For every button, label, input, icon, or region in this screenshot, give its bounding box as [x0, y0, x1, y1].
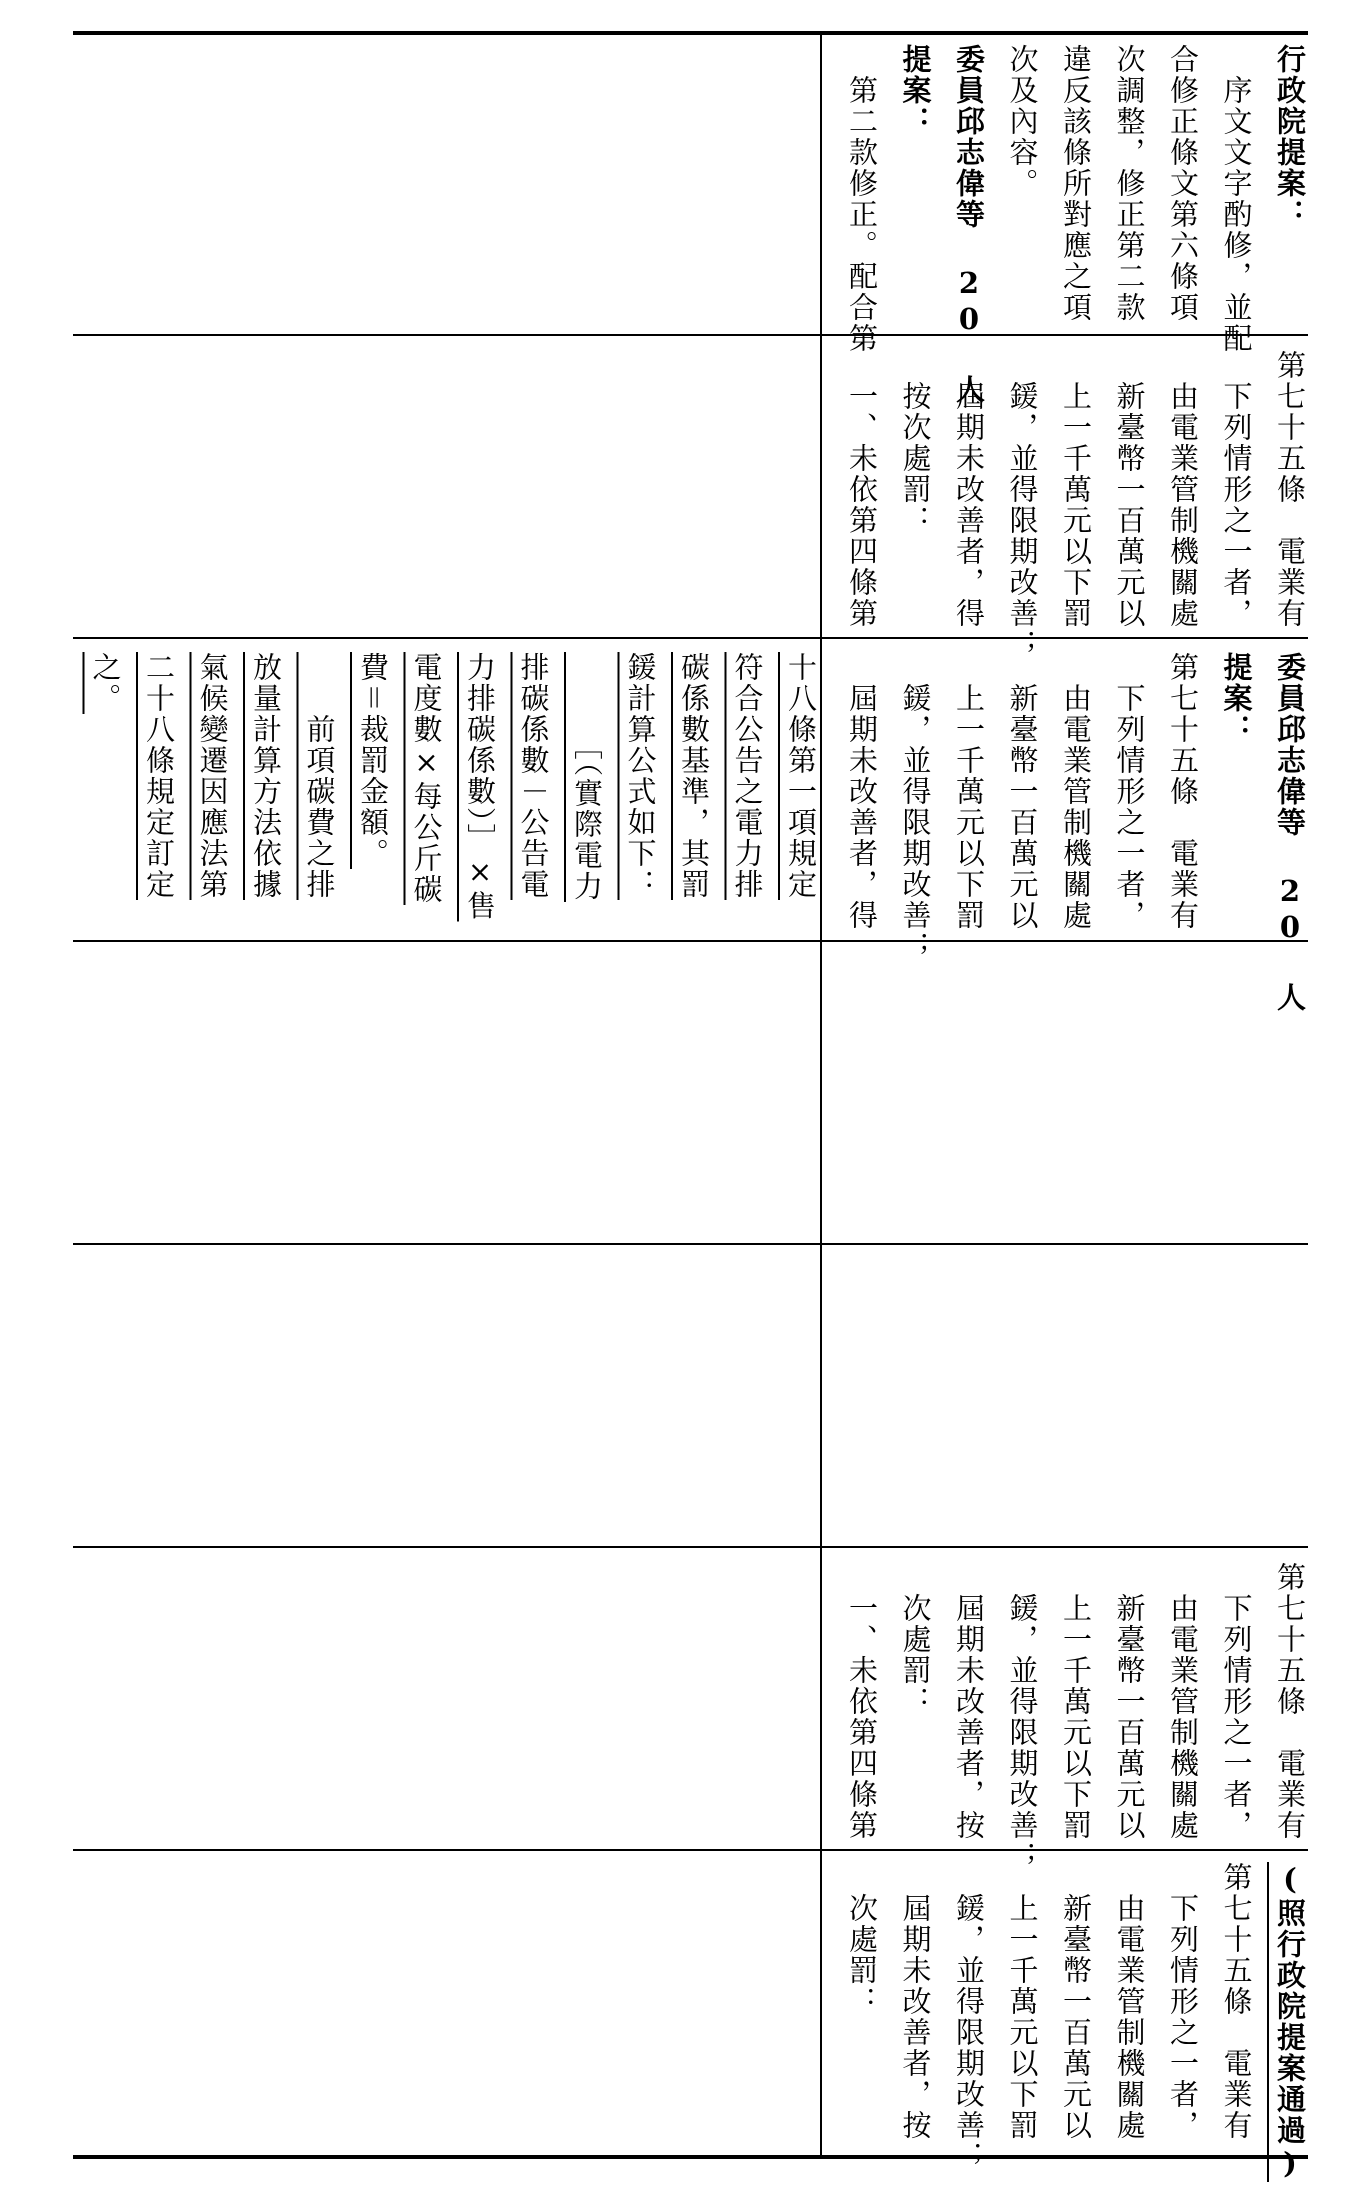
text-line: 上一千萬元以下罰	[952, 652, 986, 931]
text-line: 鍰，並得限期改善；	[1005, 350, 1040, 660]
text-line: 一、未依第四條第	[845, 350, 879, 629]
row-divider	[73, 1243, 1308, 1245]
text-line: 提案：	[898, 44, 933, 137]
text-line: 次及內容。	[1005, 44, 1040, 199]
text-line: (照行政院提案通過)	[1273, 1862, 1307, 2182]
text-line: 第二款修正。配合第	[845, 44, 879, 354]
row-2-right-cell	[835, 350, 1317, 660]
text-line: 次調整，修正第二款	[1112, 44, 1147, 323]
text-line: 前項碳費之排	[302, 652, 337, 900]
text-line: 放量計算方法依據	[249, 652, 283, 900]
text-line: 二十八條規定訂定	[142, 652, 176, 900]
row-7-right-cell	[835, 1862, 1317, 2182]
text-line: 鍰，並得限期改善；	[898, 652, 933, 962]
text-line: 屆期未改善者，得	[845, 652, 879, 931]
text-line: 一、未依第四條第	[845, 1562, 879, 1841]
row-divider	[73, 1546, 1308, 1548]
text-line: 由電業管制機關處	[1166, 350, 1200, 629]
text-line: 之。	[88, 652, 123, 714]
text-line: 次處罰：	[898, 1562, 933, 1717]
row-3-right-cell	[835, 652, 1317, 1013]
text-line: 第七十五條 電業有	[1166, 652, 1200, 931]
text-line: 第七十五條 電業有	[1219, 1862, 1254, 2141]
text-line: 按次處罰：	[898, 350, 933, 536]
text-line: 序文文字酌修，並配	[1219, 44, 1254, 354]
text-line: 力排碳係數）］×售	[463, 652, 497, 922]
text-line: 氣候變遷因應法第	[195, 652, 230, 900]
text-line: 委員邱志偉等 20 人	[952, 44, 986, 405]
text-line: 電度數×每公斤碳	[409, 652, 444, 905]
text-line: 由電業管制機關處	[1112, 1862, 1147, 2141]
text-line: 提案：	[1219, 652, 1254, 745]
text-line: 下列情形之一者，	[1219, 350, 1254, 629]
text-line: 鍰計算公式如下：	[623, 652, 658, 900]
text-line: 屆期未改善者，按	[952, 1562, 986, 1841]
text-line: 行政院提案：	[1273, 44, 1307, 230]
text-line: 上一千萬元以下罰	[1059, 350, 1093, 629]
text-line: 鍰，並得限期改善；	[952, 1862, 986, 2172]
row-6-right-cell	[835, 1562, 1317, 1872]
text-line: ［（實際電力	[570, 652, 604, 902]
row-1-left-cell	[78, 652, 827, 922]
text-line: 上一千萬元以下罰	[1005, 1862, 1040, 2141]
text-line: 屆期未改善者，得	[952, 350, 986, 629]
text-line: 次處罰：	[845, 1862, 879, 2017]
text-line: 下列情形之一者，	[1166, 1862, 1200, 2141]
text-line: 新臺幣一百萬元以	[1059, 1862, 1093, 2141]
text-line: 委員邱志偉等 20 人	[1273, 652, 1307, 1013]
text-line: 違反該條所對應之項	[1059, 44, 1093, 323]
text-line: 費＝裁罰金額。	[356, 652, 390, 869]
text-line: 由電業管制機關處	[1059, 652, 1093, 931]
text-line: 十八條第一項規定	[784, 652, 818, 900]
text-line: 鍰，並得限期改善；	[1005, 1562, 1040, 1872]
table-top-border	[73, 31, 1308, 35]
text-line: 下列情形之一者，	[1219, 1562, 1254, 1841]
text-line: 上一千萬元以下罰	[1059, 1562, 1093, 1841]
text-line: 排碳係數－公告電	[516, 652, 551, 900]
text-line: 新臺幣一百萬元以	[1112, 350, 1147, 629]
text-line: 合修正條文第六條項	[1166, 44, 1200, 323]
text-line: 第七十五條 電業有	[1273, 1562, 1307, 1841]
column-divider	[820, 33, 822, 2159]
text-line: 符合公告之電力排	[730, 652, 765, 900]
text-line: 第七十五條 電業有	[1273, 350, 1307, 629]
text-line: 由電業管制機關處	[1166, 1562, 1200, 1841]
text-line: 屆期未改善者，按	[898, 1862, 933, 2141]
text-line: 新臺幣一百萬元以	[1005, 652, 1040, 931]
text-line: 下列情形之一者，	[1112, 652, 1147, 931]
text-line: 碳係數基準，其罰	[677, 652, 711, 900]
text-line: 新臺幣一百萬元以	[1112, 1562, 1147, 1841]
